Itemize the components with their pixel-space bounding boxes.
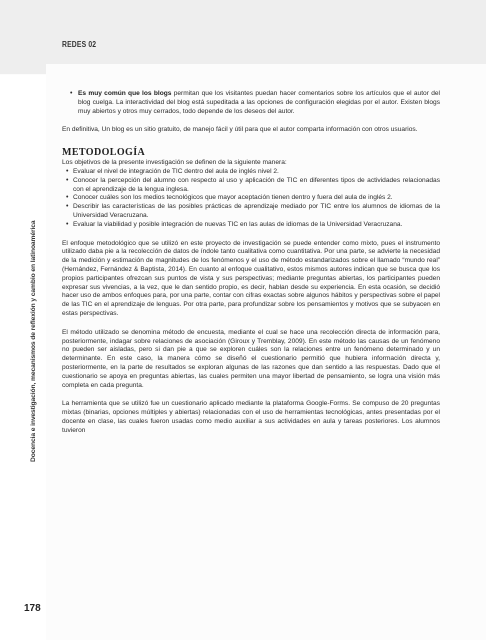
bullet-lead: Es muy común que los blogs bbox=[78, 90, 172, 97]
page-number: 178 bbox=[24, 603, 41, 614]
paragraph-metodo: El método utilizado se denomina método de encuesta, mediante el cual se hace una recolección directa de información para, posteriormente, indagar sobre relaciones de asociación (Giroux y Tremblay, 2009). En este método las causas de un fenómeno no pueden ser aisladas, pero si dan pie a que se exploren cuáles son la relaciones entre un fenómeno determinado y un determinante. En este caso, la manera cómo se diseñó el cuestionario permitió que hubiera información directa y, posteriormente, en la parte de resultados se exploran algunas de las razones que dan sentido a las respuestas. Dado que el cuestionario se apoya en preguntas abiertas, las cuales permiten una mayor libertad de pensamiento, se logra una visión más completa en cada pregunta. bbox=[62, 328, 440, 389]
blog-bullet-list bbox=[70, 90, 440, 116]
list-item: • Evaluar la viabilidad y posible integración de nuevas TIC en las aulas de idiomas de la Universidad Veracruzana. bbox=[62, 221, 440, 230]
running-head: REDES 02 bbox=[62, 40, 97, 49]
paragraph-herramienta: La herramienta que se utilizó fue un cuestionario aplicado mediante la plataforma Google-Forms. Se compuso de 20 preguntas mixtas (binarias, opciones múltiples y abiertas) relacionadas con el uso de herramientas tecnológicas, antes presentadas por el docente en clase, las cuales fueron usadas como medio auxiliar a sus actividades en aula y tareas posteriores. Los alumnos tuvieron bbox=[62, 400, 440, 434]
objectives-intro: Los objetivos de la presente investigación se definen de la siguiente manera: bbox=[62, 159, 287, 167]
bullet-text: permitan que los visitantes puedan hacer comentarios sobre los artículos que el autor del blog cuelga. La interactividad del blog está supeditada a las opciones de configuración elegidas por el autor. Existen blogs muy abiertos y otros muy cerrados, todo depende de los deseos del autor. bbox=[78, 90, 440, 115]
header-band bbox=[0, 0, 486, 64]
objectives-list bbox=[62, 168, 440, 230]
list-item: • Evaluar el nivel de integración de TIC dentro del aula de inglés nivel 2. bbox=[62, 168, 440, 177]
list-item: • Conocer cuáles son los medios tecnológicos que mayor aceptación tienen dentro y fuera del aula de inglés 2. bbox=[62, 194, 440, 203]
section-title: METODOLOGÍA bbox=[62, 147, 146, 159]
body-text bbox=[62, 90, 440, 436]
header-tab bbox=[0, 64, 46, 74]
paragraph-definitiva: En definitiva, Un blog es un sitio gratuito, de manejo fácil y útil para que el autor comparta información con otros usuarios. bbox=[62, 126, 418, 134]
side-rail bbox=[0, 75, 46, 640]
paragraph-enfoque: El enfoque metodológico que se utilizó en este proyecto de investigación se puede entender como mixto, pues el instrumento utilizado daba pie a la recolección de datos de índole tanto cualitativa como cuantitativa. Por una parte, se advierte la necesidad de la medición y estimación de magnitudes de los fenómenos y el uso de método estandarizados sobre el llamado “mundo real” (Hernández, Fernández & Baptista, 2014). En cuanto al enfoque cualitativo, estos mismos autores indican que se busca que los propios participantes ofrezcan sus puntos de vista y sus perspectivas; mediante preguntas abiertas, los participantes pueden expresar sus vivencias, a la vez, que le dan sentido propio, es decir, hablan desde su experiencia. En esta ocasión, se decidió hacer uso de ambos enfoques para, por una parte, contar con cifras exactas sobre algunos hábitos y perspectivas sobre el papel de las TIC en el aprendizaje de lenguas. Por otra parte, para profundizar sobre los pensamientos y motivos que se subyacen en estas perspectivas. bbox=[62, 239, 440, 317]
list-item: • Conocer la percepción del alumno con respecto al uso y aplicación de TIC en diferentes tipos de actividades relacionadas con el aprendizaje de la lengua inglesa. bbox=[62, 177, 440, 195]
vertical-book-title: Docencia e investigación, mecanismos de reflexión y cambio en latinoamérica bbox=[30, 220, 37, 462]
list-item: • Describir las características de las posibles prácticas de aprendizaje mediado por TIC entre los alumnos de idiomas de la Universidad Veracruzana. bbox=[62, 203, 440, 221]
list-item bbox=[70, 90, 440, 116]
